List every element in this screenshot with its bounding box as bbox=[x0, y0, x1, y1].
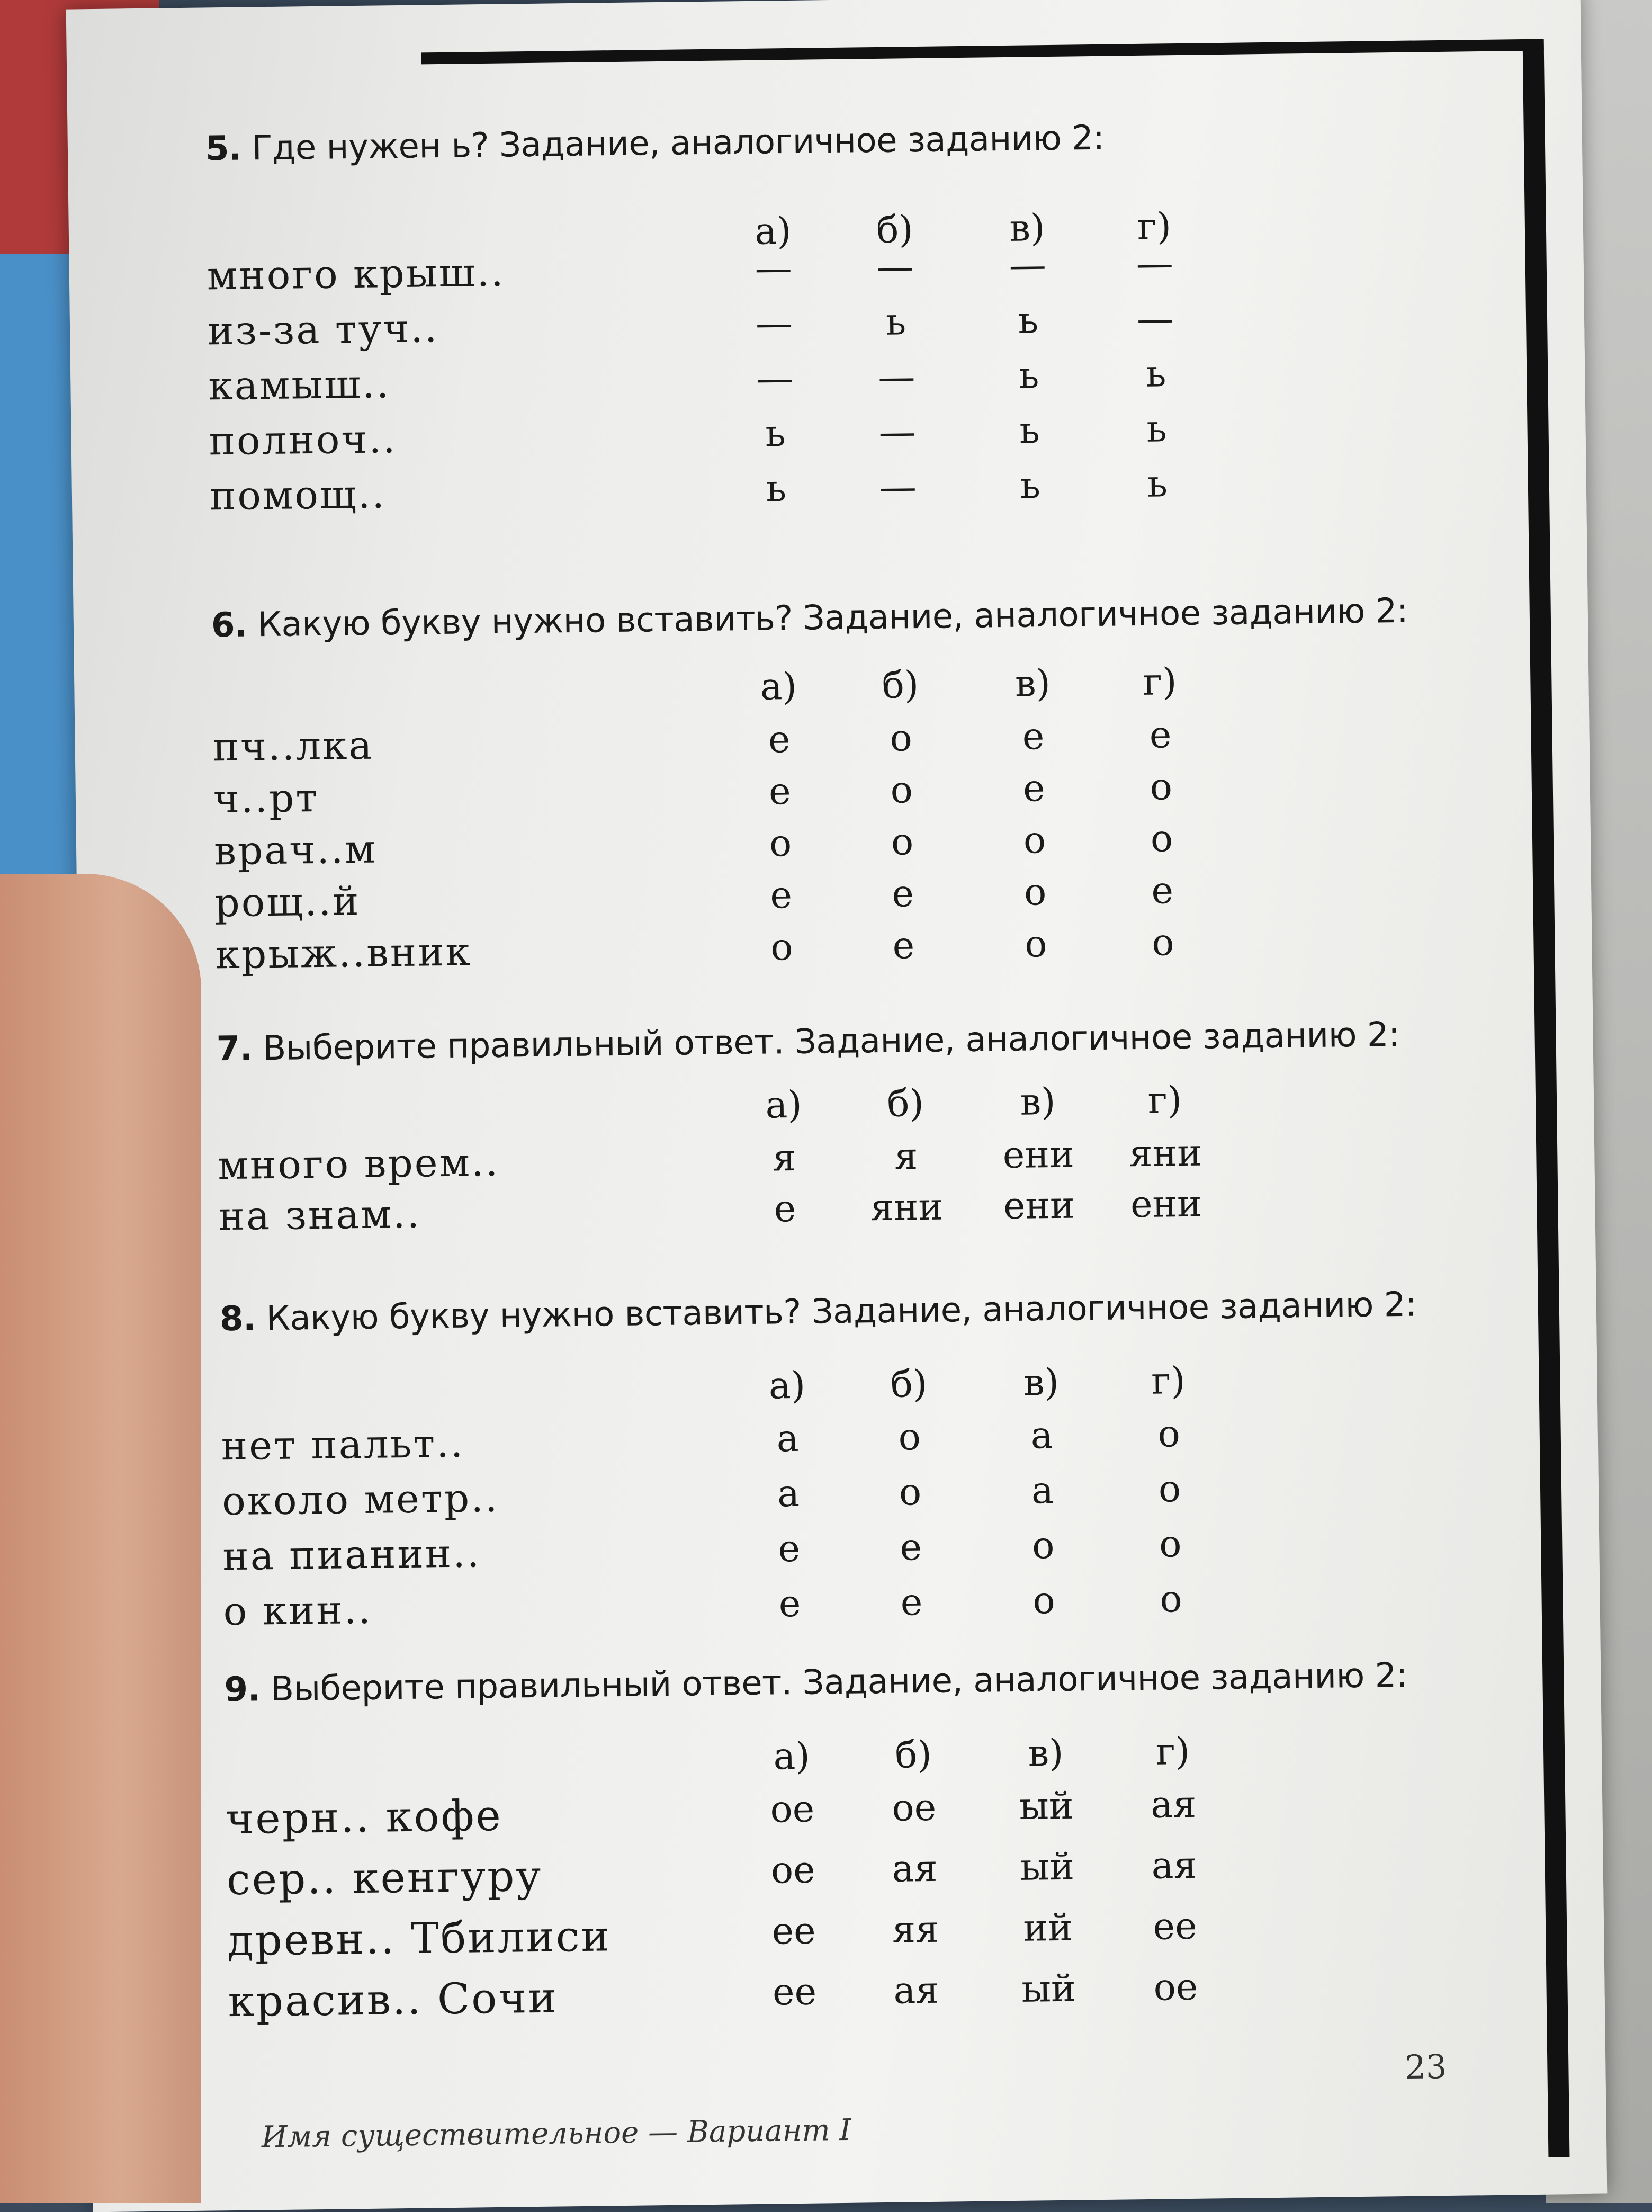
answer-a: ее bbox=[772, 1969, 817, 2014]
answer-a: о bbox=[769, 821, 792, 865]
answer-d: ое bbox=[1153, 1965, 1198, 2009]
page-border-top bbox=[421, 39, 1544, 65]
answer-d: о bbox=[1151, 920, 1174, 964]
answer-a: — bbox=[756, 356, 794, 400]
word-blank: врач..м bbox=[213, 826, 378, 874]
task-heading bbox=[224, 1655, 1495, 1709]
word-blank: из-за туч.. bbox=[207, 306, 439, 354]
answer-b: — bbox=[877, 355, 915, 399]
task-heading bbox=[211, 590, 1482, 645]
word-blank: сер.. кенгуру bbox=[226, 1851, 543, 1905]
task-number: 7. bbox=[216, 1029, 253, 1069]
option-c-label: в) bbox=[1020, 1079, 1056, 1124]
answer-a: е bbox=[778, 1526, 801, 1571]
answer-a: ь bbox=[765, 411, 786, 455]
word-blank: нет пальт.. bbox=[221, 1420, 465, 1470]
answer-a: е bbox=[770, 873, 793, 917]
page-number: 23 bbox=[1405, 2047, 1447, 2087]
word-blank: черн.. кофе bbox=[225, 1790, 503, 1844]
option-a-label: а) bbox=[760, 664, 797, 709]
answer-a: — bbox=[755, 246, 793, 290]
answer-a: е bbox=[768, 718, 791, 762]
answer-d: ая bbox=[1150, 1782, 1197, 1826]
task-5 bbox=[205, 114, 1480, 529]
option-a-label: а) bbox=[773, 1734, 811, 1778]
answer-c: о bbox=[1032, 1579, 1056, 1623]
answer-c: ь bbox=[1018, 353, 1039, 397]
word-blank: древн.. Тбилиси bbox=[227, 1911, 612, 1966]
answer-a: — bbox=[755, 301, 793, 345]
answer-c: ь bbox=[1018, 298, 1039, 342]
word-blank: о кин.. bbox=[223, 1587, 373, 1635]
answer-b: — bbox=[879, 465, 917, 509]
answer-d: ени bbox=[1130, 1181, 1202, 1226]
answer-b: — bbox=[878, 410, 917, 454]
answer-b: ь bbox=[885, 300, 906, 344]
task-number: 5. bbox=[205, 129, 242, 169]
answer-a: е bbox=[768, 769, 792, 813]
task-heading bbox=[216, 1014, 1487, 1069]
task-heading bbox=[205, 114, 1476, 168]
task-number: 9. bbox=[224, 1670, 261, 1710]
answer-b: ая bbox=[892, 1846, 938, 1891]
answer-a: я bbox=[772, 1135, 796, 1180]
answer-b: о bbox=[890, 768, 913, 812]
answer-d: ь bbox=[1145, 352, 1166, 396]
option-b-label: б) bbox=[890, 1362, 928, 1406]
answer-table bbox=[217, 1074, 1489, 1244]
answer-a: ее bbox=[771, 1909, 816, 1953]
answer-d: о bbox=[1157, 1412, 1181, 1456]
answer-d: яни bbox=[1128, 1131, 1202, 1176]
answer-c: — bbox=[1009, 243, 1047, 287]
task-9 bbox=[224, 1655, 1499, 2038]
option-a-label: а) bbox=[768, 1363, 806, 1408]
answer-d: — bbox=[1136, 297, 1174, 341]
hand-holding-page bbox=[0, 874, 201, 2203]
word-blank: помощ.. bbox=[209, 471, 387, 520]
option-c-label: в) bbox=[1028, 1731, 1064, 1775]
answer-c: ый bbox=[1019, 1784, 1074, 1828]
task-6 bbox=[211, 590, 1486, 984]
answer-c: а bbox=[1031, 1468, 1054, 1512]
option-c-label: в) bbox=[1023, 1360, 1060, 1404]
option-c-label: в) bbox=[1014, 661, 1051, 705]
answer-b: е bbox=[900, 1525, 922, 1569]
word-blank: красив.. Сочи bbox=[228, 1973, 559, 2027]
option-d-label: г) bbox=[1142, 660, 1177, 704]
answer-b: е bbox=[892, 924, 915, 968]
word-blank: камыш.. bbox=[208, 361, 391, 409]
answer-table bbox=[206, 201, 1480, 529]
answer-d: о bbox=[1158, 1467, 1181, 1511]
answer-b: — bbox=[876, 245, 914, 289]
option-d-label: г) bbox=[1147, 1078, 1182, 1122]
answer-b: ая bbox=[893, 1968, 939, 2012]
task-8 bbox=[219, 1284, 1494, 1644]
answer-c: е bbox=[1022, 766, 1046, 810]
word-blank: полноч.. bbox=[209, 416, 397, 464]
answer-a: ь bbox=[766, 467, 787, 511]
answer-d: — bbox=[1136, 241, 1174, 285]
answer-a: ое bbox=[770, 1848, 816, 1892]
option-b-label: б) bbox=[894, 1732, 932, 1777]
task-question: Выберите правильный ответ. Задание, аналогичное заданию 2: bbox=[262, 1015, 1400, 1069]
answer-d: е bbox=[1149, 713, 1172, 757]
answer-d: о bbox=[1150, 817, 1173, 861]
task-7 bbox=[216, 1014, 1489, 1244]
answer-b: о bbox=[898, 1415, 921, 1459]
task-number: 6. bbox=[211, 605, 248, 646]
option-b-label: б) bbox=[882, 663, 919, 707]
answer-c: ый bbox=[1021, 1966, 1076, 2011]
option-a-label: а) bbox=[765, 1082, 803, 1127]
page-border-right bbox=[1523, 39, 1570, 2157]
word-blank: пч..лка bbox=[212, 722, 374, 771]
answer-b: о bbox=[890, 716, 913, 760]
answer-b: я bbox=[894, 1134, 918, 1178]
answer-c: ени bbox=[1002, 1132, 1075, 1177]
word-blank: много врем.. bbox=[217, 1139, 500, 1189]
answer-d: о bbox=[1159, 1577, 1183, 1621]
answer-b: е bbox=[891, 872, 914, 916]
option-d-label: г) bbox=[1155, 1729, 1190, 1774]
answer-b: яни bbox=[870, 1185, 944, 1230]
task-number: 8. bbox=[219, 1299, 256, 1339]
answer-c: ь bbox=[1019, 408, 1040, 452]
option-a-label: а) bbox=[754, 209, 792, 253]
answer-a: е bbox=[774, 1186, 796, 1231]
word-blank: около метр.. bbox=[221, 1475, 499, 1525]
answer-table bbox=[225, 1726, 1500, 2038]
worksheet-page bbox=[66, 0, 1608, 2212]
answer-table bbox=[220, 1355, 1494, 1644]
word-blank: ч..рт bbox=[213, 775, 319, 822]
task-question: Какую букву нужно вставить? Задание, аналогичное заданию 2: bbox=[266, 1285, 1417, 1339]
answer-a: о bbox=[770, 925, 794, 969]
option-d-label: г) bbox=[1151, 1358, 1186, 1403]
answer-b: яя bbox=[892, 1907, 939, 1951]
answer-d: е bbox=[1151, 868, 1174, 912]
task-question: Какую букву нужно вставить? Задание, аналогичное заданию 2: bbox=[257, 591, 1408, 645]
task-question: Где нужен ь? Задание, аналогичное заданию 2: bbox=[252, 118, 1105, 168]
word-blank: крыж..вник bbox=[215, 929, 472, 978]
task-question: Выберите правильный ответ. Задание, аналогичное заданию 2: bbox=[270, 1655, 1408, 1709]
page-footer: Имя существительное — Вариант I bbox=[261, 2112, 851, 2155]
answer-d: ая bbox=[1151, 1843, 1198, 1887]
answer-a: е bbox=[778, 1581, 801, 1626]
answer-c: о bbox=[1024, 922, 1047, 966]
answer-c: ени bbox=[1003, 1183, 1075, 1228]
answer-d: ь bbox=[1147, 462, 1168, 506]
option-b-label: б) bbox=[886, 1081, 924, 1125]
answer-c: о bbox=[1023, 870, 1047, 914]
answer-c: ый bbox=[1020, 1844, 1075, 1889]
answer-d: о bbox=[1150, 765, 1173, 809]
word-blank: рощ..й bbox=[214, 878, 361, 926]
answer-d: ее bbox=[1153, 1904, 1197, 1948]
answer-c: е bbox=[1022, 714, 1045, 758]
word-blank: на знам.. bbox=[218, 1191, 421, 1240]
answer-d: о bbox=[1159, 1522, 1182, 1566]
answer-c: о bbox=[1031, 1524, 1055, 1568]
option-c-label: в) bbox=[1009, 206, 1045, 250]
answer-b: о bbox=[891, 820, 914, 864]
word-blank: много крыш.. bbox=[206, 249, 505, 299]
option-b-label: б) bbox=[876, 208, 914, 252]
answer-a: а bbox=[776, 1416, 800, 1461]
answer-table bbox=[212, 656, 1486, 984]
answer-c: ий bbox=[1022, 1905, 1073, 1950]
answer-a: а bbox=[777, 1471, 800, 1516]
option-d-label: г) bbox=[1137, 204, 1172, 248]
answer-c: о bbox=[1023, 818, 1046, 862]
answer-b: о bbox=[899, 1470, 922, 1514]
answer-b: ое bbox=[892, 1785, 937, 1830]
answer-d: ь bbox=[1146, 407, 1168, 451]
answer-a: ое bbox=[770, 1787, 815, 1831]
word-blank: на пианин.. bbox=[222, 1530, 481, 1580]
task-heading bbox=[219, 1284, 1491, 1339]
answer-b: е bbox=[900, 1580, 923, 1624]
answer-c: ь bbox=[1020, 463, 1041, 507]
answer-c: а bbox=[1030, 1413, 1054, 1457]
